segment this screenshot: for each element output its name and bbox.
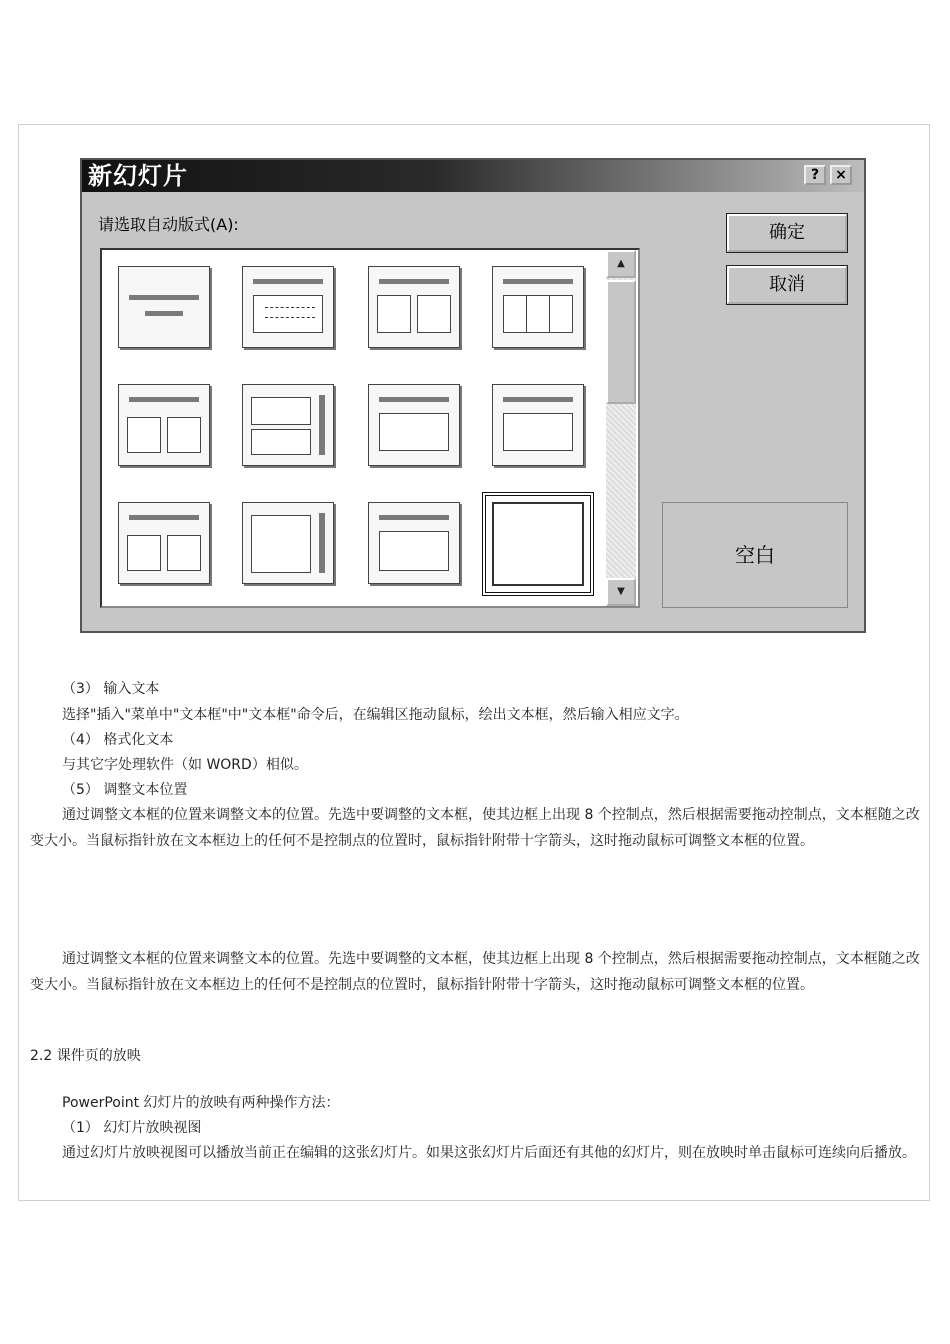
repeat-body: 通过调整文本框的位置来调整文本的位置。先选中要调整的文本框，使其边框上出现 8 个控制点，然后根据需要拖动控制点，文本框随之改变大小。当鼠标指针放在文本框边上的任何不是控制点的位置时，鼠标指针附带十字箭头，这时拖动鼠标可调整文本框的位置。	[30, 951, 920, 993]
method1-heading: （1） 幻灯片放映视图	[62, 1120, 202, 1136]
step3-body: 选择"插入"菜单中"文本框"中"文本框"命令后，在编辑区拖动鼠标，绘出文本框，然后输入相应文字。	[62, 707, 689, 723]
step5-heading: （5） 调整文本位置	[62, 782, 188, 798]
dialog-title: 新幻灯片	[88, 161, 188, 190]
step4-heading: （4） 格式化文本	[62, 732, 174, 748]
cancel-button[interactable]: 取消	[727, 266, 847, 304]
layout-text-and-clip-art[interactable]	[118, 502, 210, 584]
layout-table[interactable]	[492, 266, 584, 348]
dialog-titlebar	[82, 160, 864, 192]
layout-preview: 空白	[662, 502, 848, 608]
step4-body: 与其它字处理软件（如 WORD）相似。	[62, 757, 308, 773]
close-button[interactable]: ×	[830, 165, 852, 185]
intro-text: PowerPoint 幻灯片的放映有两种操作方法：	[62, 1095, 340, 1111]
layout-vertical-text[interactable]	[242, 502, 334, 584]
layout-prompt: 请选取自动版式(A):	[98, 215, 239, 234]
method1-body: 通过幻灯片放映视图可以播放当前正在编辑的这张幻灯片。如果这张幻灯片后面还有其他的幻灯片，则在放映时单击鼠标可连续向后播放。	[62, 1145, 916, 1161]
scroll-down-button[interactable]: ▼	[606, 578, 636, 606]
step5-body: 通过调整文本框的位置来调整文本的位置。先选中要调整的文本框，使其边框上出现 8 个控制点，然后根据需要拖动控制点，文本框随之改变大小。当鼠标指针放在文本框边上的任何不是控制点的位置时，鼠标指针附带十字箭头，这时拖动鼠标可调整文本框的位置。	[30, 807, 920, 849]
scroll-thumb[interactable]	[606, 280, 636, 404]
layout-blank-selected[interactable]	[482, 492, 594, 596]
scroll-up-button[interactable]: ▲	[606, 250, 636, 278]
layout-title-slide[interactable]	[118, 266, 210, 348]
help-button[interactable]: ?	[804, 165, 826, 185]
step3-heading: （3） 输入文本	[62, 681, 160, 697]
layout-two-column-text[interactable]	[368, 266, 460, 348]
layout-chart-and-text[interactable]	[242, 384, 334, 466]
layout-organization-chart[interactable]	[368, 384, 460, 466]
new-slide-dialog	[80, 158, 866, 633]
layout-text-and-chart[interactable]	[118, 384, 210, 466]
layout-bulleted-list[interactable]	[242, 266, 334, 348]
ok-button[interactable]: 确定	[727, 214, 847, 252]
layout-chart[interactable]	[492, 384, 584, 466]
layout-scrollbar[interactable]	[606, 250, 636, 606]
section-heading: 2.2 课件页的放映	[30, 1048, 141, 1064]
layout-grid[interactable]	[100, 248, 640, 608]
layout-title-and-vertical-text[interactable]	[368, 502, 460, 584]
